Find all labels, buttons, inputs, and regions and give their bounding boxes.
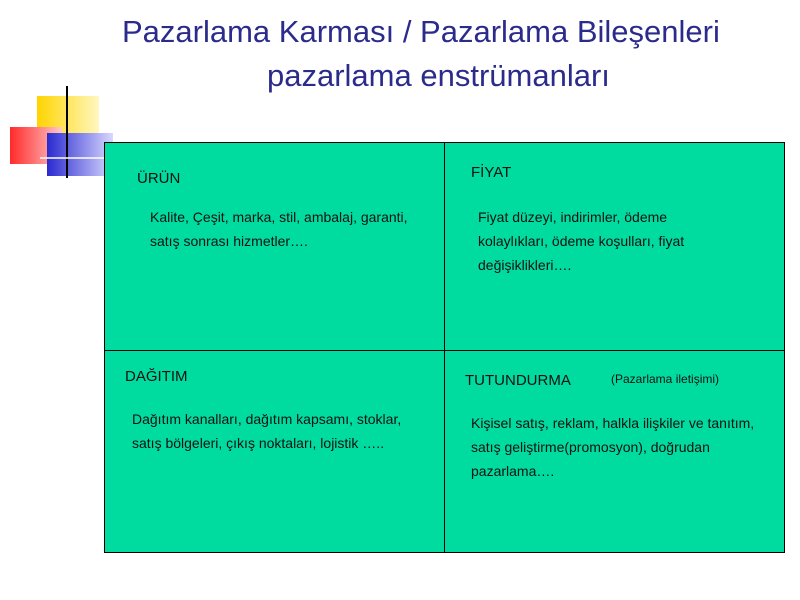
slide-subtitle: pazarlama enstrümanları: [267, 58, 610, 93]
quadrant-urun-heading: ÜRÜN: [137, 170, 181, 187]
grid-vertical-divider: [444, 143, 445, 552]
quadrant-dagitim-heading: DAĞITIM: [125, 368, 188, 385]
marketing-mix-grid: [104, 142, 785, 553]
slide-title: Pazarlama Karması / Pazarlama Bileşenleri: [122, 14, 720, 49]
quadrant-tutundurma-body: Kişisel satış, reklam, halkla ilişkiler ve tanıtım, satış geliştirme(promosyon), doğrudan pazarlama….: [471, 415, 755, 479]
grid-horizontal-divider: [105, 350, 784, 351]
quadrant-urun-body: Kalite, Çeşit, marka, stil, ambalaj, garanti, satış sonrası hizmetler….: [150, 209, 408, 249]
quadrant-tutundurma-heading: TUTUNDURMA: [465, 372, 571, 389]
quadrant-fiyat-body: Fiyat düzeyi, indirimler, ödeme kolaylıkları, ödeme koşulları, fiyat değişiklikleri….: [478, 209, 685, 273]
quadrant-dagitim-body: Dağıtım kanalları, dağıtım kapsamı, stoklar, satış bölgeleri, çıkış noktaları, lojistik …..: [132, 411, 402, 451]
quadrant-tutundurma-note: (Pazarlama iletişimi): [611, 372, 720, 386]
decorative-squares-logo: [0, 0, 120, 190]
quadrant-fiyat-heading: FİYAT: [471, 164, 512, 181]
